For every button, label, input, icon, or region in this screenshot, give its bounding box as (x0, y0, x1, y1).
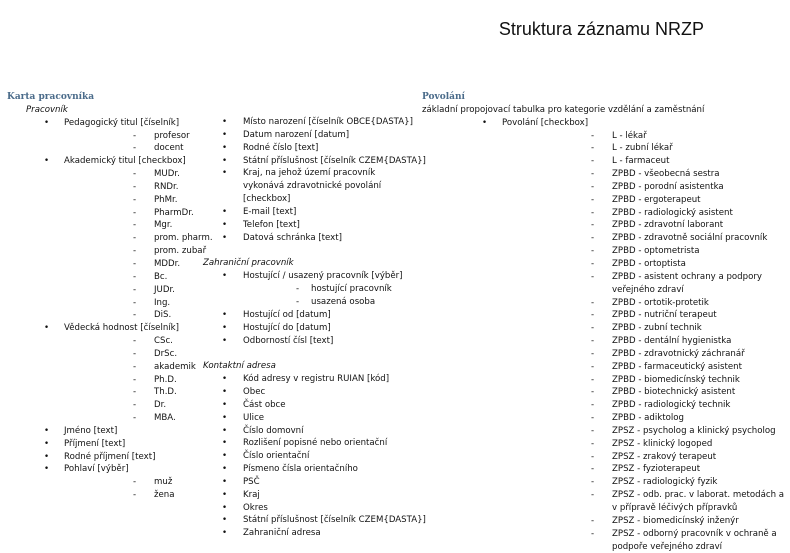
list-item: • PSČ (203, 476, 421, 489)
scientific-title-options (64, 335, 202, 425)
list-item: - ZPSZ - odb. prac. v laborat. metodách a v přípravě léčivých přípravků (502, 489, 790, 515)
list-item: - L - lékař (502, 130, 790, 143)
list-item: • Kraj (203, 489, 421, 502)
list-item: - prom. zubař (64, 245, 202, 258)
list-item: - Ing. (64, 297, 202, 310)
academic-title-options (64, 168, 213, 322)
list-item: • Datová schránka [text] (203, 232, 421, 245)
profession-options (502, 130, 785, 553)
list-item: - ZPBD - zdravotní laborant (502, 219, 790, 232)
list-item: - ZPSZ - klinický logoped (502, 438, 790, 451)
section-heading-profession: Povolání (422, 92, 465, 102)
list-item: - docent (64, 142, 202, 155)
list-item: - ZPSZ - fyzioterapeut (502, 463, 790, 476)
list-item: - ZPBD - farmaceutický asistent (502, 361, 790, 374)
address-field-list (203, 373, 426, 540)
list-item: - ZPBD - ergoterapeut (502, 194, 790, 207)
list-item: • Státní příslušnost [číselník CZEM{DASTA}] (203, 155, 421, 168)
list-item: • Část obce (203, 399, 421, 412)
foreign-worker-dates (203, 309, 421, 348)
list-item: • Rodné příjmení [text] (7, 451, 202, 464)
list-item: - CSc. (64, 335, 202, 348)
list-item: • Jméno [text] (7, 425, 202, 438)
list-item: • Hostující od [datum] (203, 309, 421, 322)
gender-options (64, 476, 202, 502)
list-item: - ZPBD - radiologický asistent (502, 207, 790, 220)
list-item: - Th.D. (64, 386, 202, 399)
list-item: - Ph.D. (64, 374, 202, 387)
list-item: • Kraj, na jehož území pracovník vykonává zdravotnické povolání [checkbox] (203, 167, 418, 206)
page-title: Struktura záznamu NRZP (498, 19, 704, 39)
profession-intro: základní propojovací tabulka pro kategorie vzdělání a zaměstnání (422, 104, 705, 115)
list-item: - MDDr. (64, 258, 202, 271)
list-item: - ZPBD - ortotik-protetik (502, 297, 790, 310)
list-item: - Mgr. (64, 219, 202, 232)
list-item: - žena (64, 489, 202, 502)
list-item: • Odborností čísl [text] (203, 335, 421, 348)
list-item: - usazená osoba (243, 296, 421, 309)
list-item: - ZPBD - radiologický technik (502, 399, 790, 412)
list-item: • E-mail [text] (203, 206, 421, 219)
list-item: - ZPSZ - odborný pracovník v ochraně a podpoře veřejného zdraví (502, 528, 790, 553)
personal-field-list (203, 116, 426, 244)
list-item: - prom. pharm. (64, 232, 202, 245)
list-item: • Zahraniční adresa (203, 527, 421, 540)
list-item: • Ulice (203, 412, 421, 425)
list-item: • Vědecká hodnost [číselník] - CSc. - DrSc. - akademik - Ph.D. - Th.D. - Dr. - MBA. (7, 322, 202, 425)
section-heading-worker-card: Karta pracovníka (7, 92, 95, 102)
list-item: • Příjmení [text] (7, 438, 202, 451)
subheading-contact-address: Kontaktní adresa (203, 361, 276, 372)
list-item: • Rozlišení popisné nebo orientační (203, 437, 421, 450)
list-item: - MBA. (64, 412, 202, 425)
list-item: - MUDr. (64, 168, 202, 181)
foreign-worker-list (203, 270, 421, 309)
list-item: • Místo narození [číselník OBCE{DASTA}] (203, 116, 421, 129)
list-item: • Telefon [text] (203, 219, 421, 232)
list-item: - ZPBD - všeobecná sestra (502, 168, 790, 181)
list-item: - Bc. (64, 271, 202, 284)
list-item: - muž (64, 476, 202, 489)
list-item: • Kód adresy v registru RUIAN [kód] (203, 373, 421, 386)
list-item: - RNDr. (64, 181, 202, 194)
list-item: - ZPBD - nutriční terapeut (502, 309, 790, 322)
list-item: - ZPBD - zdravotnický záchranář (502, 348, 790, 361)
list-item: • Číslo domovní (203, 425, 421, 438)
list-item: • Hostující / usazený pracovník [výběr] - hostující pracovník - usazená osoba (203, 270, 421, 309)
degree-options (64, 130, 202, 156)
list-item: - ZPSZ - psycholog a klinický psycholog (502, 425, 790, 438)
list-item: - ZPBD - dentální hygienistka (502, 335, 790, 348)
list-item: - ZPBD - zdravotně sociální pracovník (502, 232, 790, 245)
list-item: - ZPBD - biomedicínský technik (502, 374, 790, 387)
list-item: - JUDr. (64, 284, 202, 297)
list-item: - ZPBD - adiktolog (502, 412, 790, 425)
list-item: - ZPSZ - biomedicínský inženýr (502, 515, 790, 528)
list-item: - ZPBD - asistent ochrany a podpory veřejného zdraví (502, 271, 790, 297)
list-item: - ZPBD - biotechnický asistent (502, 386, 790, 399)
list-item: - ZPSZ - zrakový terapeut (502, 451, 790, 464)
list-item: - L - zubní lékař (502, 142, 790, 155)
list-item: • Okres (203, 502, 421, 515)
column-worker-card (7, 91, 213, 502)
list-item: • Pohlaví [výběr] - muž - žena (7, 463, 202, 502)
foreign-worker-options (243, 283, 421, 309)
list-item: • Rodné číslo [text] (203, 142, 421, 155)
list-item: - PharmDr. (64, 207, 202, 220)
profession-list (422, 117, 785, 553)
list-item: - ZPBD - zubní technik (502, 322, 790, 335)
list-item: • Číslo orientační (203, 450, 421, 463)
list-item: - ZPBD - ortoptista (502, 258, 790, 271)
list-item: - ZPSZ - radiologický fyzik (502, 476, 790, 489)
list-item: • Obec (203, 386, 421, 399)
column-profession (422, 91, 785, 553)
worker-field-list (7, 117, 213, 502)
list-item: - PhMr. (64, 194, 202, 207)
list-item: - ZPBD - optometrista (502, 245, 790, 258)
list-item: • Písmeno čísla orientačního (203, 463, 421, 476)
list-item: - ZPBD - porodní asistentka (502, 181, 790, 194)
column-contact (203, 116, 426, 540)
list-item: - profesor (64, 130, 202, 143)
list-item: • Akademický titul [checkbox] - MUDr. - RNDr. - PhMr. - PharmDr. - Mgr. - prom. pharm. - prom. zubař - MDDr. - Bc. - JUDr. - Ing. - DiS. (7, 155, 202, 322)
list-item: - DrSc. (64, 348, 202, 361)
list-item: • Státní příslušnost [číselník CZEM{DASTA}] (203, 514, 421, 527)
list-item: - hostující pracovník (243, 283, 421, 296)
list-item: • Hostující do [datum] (203, 322, 421, 335)
list-item: - DiS. (64, 309, 202, 322)
list-item: - L - farmaceut (502, 155, 790, 168)
list-item: • Pedagogický titul [číselník] - profesor - docent (7, 117, 202, 156)
subheading-worker: Pracovník (26, 104, 68, 115)
subheading-foreign-worker: Zahraniční pracovník (203, 258, 294, 269)
list-item: - akademik (64, 361, 202, 374)
list-item: - Dr. (64, 399, 202, 412)
list-item: • Povolání [checkbox] - L - lékař - L - zubní lékař - L - farmaceut - ZPBD - všeobecná sestra - ZPBD - porodní asistentka - ZPBD - ergoterapeut - ZPBD - radiologický asistent - ZPBD - zdravotní laborant - ZPBD - zdravotně sociální pracovník - ZPBD - optometrista - ZPBD - ortoptista - ZPBD - asistent ochrany a podpory veřejného zdraví - ZPBD - ortotik-protetik - ZPBD - nutriční terapeut - ZPBD - zubní technik - ZPBD - dentální hygienistka - ZPBD - zdravotnický záchranář - ZPBD - farmaceutický asistent - ZPBD - biomedicínský technik - ZPBD - biotechnický asistent - ZPBD - radiologický technik - ZPBD - adiktolog - ZPSZ - psycholog a klinický psycholog - ZPSZ - klinický logoped - ZPSZ - zrakový terapeut - ZPSZ - fyzioterapeut - ZPSZ - radiologický fyzik - ZPSZ - odb. prac. v laborat. metodách a v přípravě léčivých přípravků - ZPSZ - biomedicínský inženýr - ZPSZ - odborný pracovník v ochraně a podpoře veřejného zdraví (422, 117, 718, 553)
list-item: • Datum narození [datum] (203, 129, 421, 142)
